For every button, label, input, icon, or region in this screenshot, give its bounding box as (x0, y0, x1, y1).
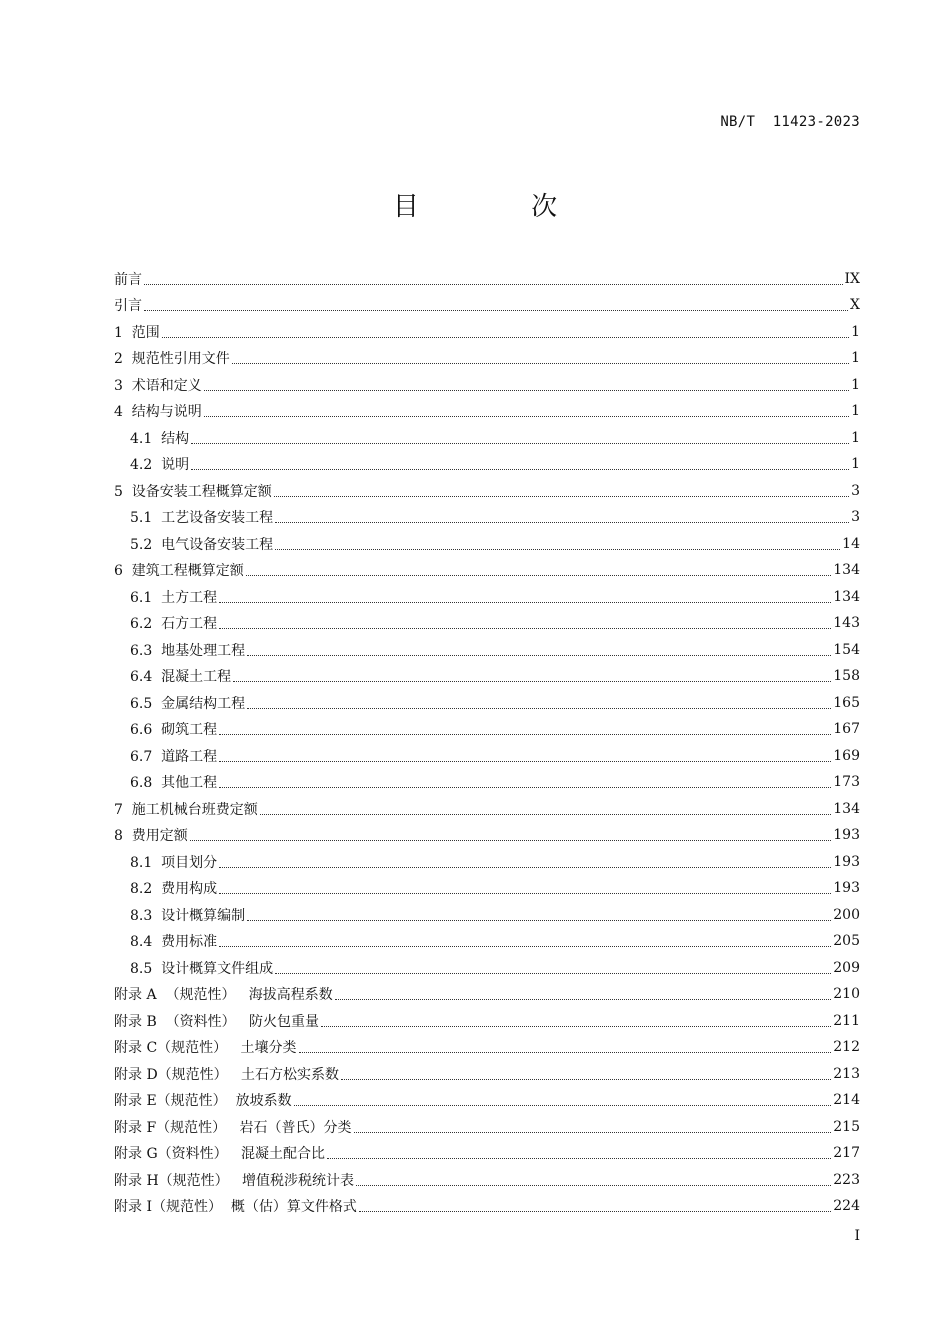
toc-dot-leader (275, 548, 840, 550)
toc-entry-page: 3 (851, 509, 860, 526)
toc-dot-leader (219, 601, 831, 603)
toc-entry-label: 6.3 地基处理工程 (130, 642, 246, 659)
toc-entry[interactable] (114, 796, 860, 823)
toc-entry-label: 3 术语和定义 (114, 377, 202, 394)
toc-dot-leader (204, 389, 849, 391)
toc-entry-page: 209 (833, 959, 860, 976)
toc-dot-leader (219, 786, 831, 788)
toc-entry-label: 6.8 其他工程 (130, 775, 218, 792)
toc-entry[interactable] (114, 319, 860, 346)
toc-entry-label: 6.7 道路工程 (130, 748, 218, 765)
toc-entry[interactable] (114, 875, 860, 902)
toc-entry-page: 193 (833, 853, 860, 870)
toc-entry-label: 5.1 工艺设备安装工程 (130, 510, 274, 527)
toc-entry-page: 134 (833, 562, 860, 579)
toc-entry[interactable] (114, 451, 860, 478)
toc-entry-page: 210 (833, 986, 860, 1003)
toc-dot-leader (275, 972, 831, 974)
table-of-contents (114, 266, 860, 1220)
toc-entry-label: 附录 D（规范性） 土石方松实系数 (114, 1066, 340, 1083)
toc-entry[interactable] (114, 663, 860, 690)
toc-entry-page: 205 (833, 933, 860, 950)
toc-entry-label: 附录 E（规范性） 放坡系数 (114, 1093, 292, 1110)
toc-entry-page: 213 (833, 1065, 860, 1082)
toc-entry-page: 193 (833, 827, 860, 844)
toc-entry[interactable] (114, 531, 860, 558)
toc-entry[interactable] (114, 345, 860, 372)
toc-entry-page: 143 (833, 615, 860, 632)
toc-entry[interactable] (114, 690, 860, 717)
toc-dot-leader (299, 1051, 832, 1053)
toc-entry[interactable] (114, 1167, 860, 1194)
toc-entry-label: 1 范围 (114, 324, 160, 341)
toc-entry[interactable] (114, 557, 860, 584)
toc-entry[interactable] (114, 1140, 860, 1167)
toc-entry[interactable] (114, 902, 860, 929)
toc-entry-label: 6.4 混凝土工程 (130, 669, 232, 686)
toc-entry-label: 附录 I（规范性） 概（估）算文件格式 (114, 1199, 357, 1216)
toc-entry-page: 200 (833, 906, 860, 923)
toc-dot-leader (219, 627, 831, 629)
toc-entry-label: 4.1 结构 (130, 430, 190, 447)
toc-entry-label: 附录 C（规范性） 土壤分类 (114, 1040, 297, 1057)
toc-entry[interactable] (114, 610, 860, 637)
toc-entry[interactable] (114, 716, 860, 743)
toc-entry-page: 215 (833, 1118, 860, 1135)
toc-entry[interactable] (114, 1034, 860, 1061)
toc-entry-label: 附录 H（规范性） 增值税涉税统计表 (114, 1172, 355, 1189)
toc-dot-leader (144, 309, 848, 311)
toc-entry-page: 173 (833, 774, 860, 791)
toc-entry[interactable] (114, 398, 860, 425)
toc-dot-leader (260, 813, 831, 815)
toc-entry-page: X (850, 297, 860, 314)
toc-entry-page: 214 (833, 1092, 860, 1109)
toc-entry-page: 211 (833, 1012, 860, 1029)
toc-entry-label: 8.5 设计概算文件组成 (130, 960, 274, 977)
toc-dot-leader (354, 1131, 832, 1133)
toc-entry[interactable] (114, 292, 860, 319)
toc-dot-leader (247, 919, 831, 921)
page-number: I (854, 1228, 860, 1244)
toc-entry-page: 14 (842, 535, 860, 552)
toc-entry-label: 5 设备安装工程概算定额 (114, 483, 272, 500)
toc-entry-page: IX (844, 270, 860, 287)
toc-entry[interactable] (114, 769, 860, 796)
toc-entry-page: 212 (833, 1039, 860, 1056)
toc-entry-label: 6.6 砌筑工程 (130, 722, 218, 739)
toc-entry-page: 224 (833, 1198, 860, 1215)
toc-entry[interactable] (114, 584, 860, 611)
toc-entry-label: 引言 (114, 298, 142, 315)
toc-entry-label: 8.1 项目划分 (130, 854, 218, 871)
toc-dot-leader (356, 1184, 831, 1186)
toc-entry-label: 6.2 石方工程 (130, 616, 218, 633)
toc-entry-label: 前言 (114, 271, 142, 288)
toc-entry-label: 8.3 设计概算编制 (130, 907, 246, 924)
toc-entry-page: 217 (833, 1145, 860, 1162)
toc-dot-leader (247, 654, 831, 656)
toc-dot-leader (219, 945, 831, 947)
standard-code: NB/T 11423-2023 (720, 114, 860, 130)
toc-entry[interactable] (114, 1114, 860, 1141)
toc-entry-label: 附录 G（资料性） 混凝土配合比 (114, 1146, 325, 1163)
toc-dot-leader (191, 468, 849, 470)
toc-entry-label: 8.2 费用构成 (130, 881, 218, 898)
toc-entry-page: 154 (833, 641, 860, 658)
toc-entry-page: 193 (833, 880, 860, 897)
toc-entry[interactable] (114, 372, 860, 399)
toc-entry-page: 169 (833, 747, 860, 764)
toc-entry[interactable] (114, 822, 860, 849)
toc-entry-label: 8 费用定额 (114, 828, 188, 845)
toc-entry[interactable] (114, 478, 860, 505)
toc-entry-label: 2 规范性引用文件 (114, 351, 230, 368)
toc-dot-leader (359, 1210, 831, 1212)
toc-entry[interactable] (114, 849, 860, 876)
toc-dot-leader (335, 998, 831, 1000)
toc-entry-label: 附录 F（规范性） 岩石（普氏）分类 (114, 1119, 352, 1136)
toc-dot-leader (233, 680, 831, 682)
toc-entry-label: 4.2 说明 (130, 457, 190, 474)
toc-entry-label: 附录 B （资料性） 防火包重量 (114, 1013, 319, 1030)
toc-dot-leader (190, 839, 831, 841)
toc-entry-page: 223 (833, 1171, 860, 1188)
toc-dot-leader (219, 733, 831, 735)
toc-entry[interactable] (114, 425, 860, 452)
toc-dot-leader (144, 283, 843, 285)
toc-entry[interactable] (114, 1087, 860, 1114)
toc-entry[interactable] (114, 637, 860, 664)
toc-dot-leader (341, 1078, 831, 1080)
toc-entry-label: 6.1 土方工程 (130, 589, 218, 606)
toc-entry[interactable] (114, 1061, 860, 1088)
toc-entry-label: 附录 A （规范性） 海拔高程系数 (114, 987, 333, 1004)
toc-entry[interactable] (114, 504, 860, 531)
toc-entry-label: 4 结构与说明 (114, 404, 202, 421)
toc-dot-leader (246, 574, 831, 576)
toc-dot-leader (275, 521, 849, 523)
toc-dot-leader (294, 1104, 832, 1106)
toc-entry-page: 134 (833, 800, 860, 817)
toc-entry-page: 158 (833, 668, 860, 685)
toc-dot-leader (191, 442, 849, 444)
toc-entry-page: 3 (851, 482, 860, 499)
toc-entry-page: 134 (833, 588, 860, 605)
toc-entry-label: 6.5 金属结构工程 (130, 695, 246, 712)
toc-dot-leader (327, 1157, 831, 1159)
toc-dot-leader (232, 362, 849, 364)
toc-entry[interactable] (114, 743, 860, 770)
toc-dot-leader (274, 495, 849, 497)
toc-dot-leader (247, 707, 831, 709)
toc-dot-leader (321, 1025, 831, 1027)
toc-entry-page: 165 (833, 694, 860, 711)
toc-entry-page: 167 (833, 721, 860, 738)
page-title: 目 次 (392, 192, 610, 222)
toc-entry-label: 6 建筑工程概算定额 (114, 563, 244, 580)
toc-entry-page: 1 (851, 376, 860, 393)
toc-dot-leader (219, 760, 831, 762)
toc-entry-label: 8.4 费用标准 (130, 934, 218, 951)
toc-dot-leader (219, 866, 831, 868)
toc-entry-label: 7 施工机械台班费定额 (114, 801, 258, 818)
toc-entry[interactable] (114, 981, 860, 1008)
toc-entry-page: 1 (851, 350, 860, 367)
toc-dot-leader (162, 336, 849, 338)
toc-entry-page: 1 (851, 403, 860, 420)
toc-entry-page: 1 (851, 323, 860, 340)
toc-entry-page: 1 (851, 429, 860, 446)
toc-entry-label: 5.2 电气设备安装工程 (130, 536, 274, 553)
toc-dot-leader (204, 415, 849, 417)
toc-entry[interactable] (114, 1193, 860, 1220)
toc-entry-page: 1 (851, 456, 860, 473)
toc-dot-leader (219, 892, 831, 894)
toc-entry[interactable] (114, 928, 860, 955)
toc-entry[interactable] (114, 955, 860, 982)
toc-entry[interactable] (114, 266, 860, 293)
toc-entry[interactable] (114, 1008, 860, 1035)
